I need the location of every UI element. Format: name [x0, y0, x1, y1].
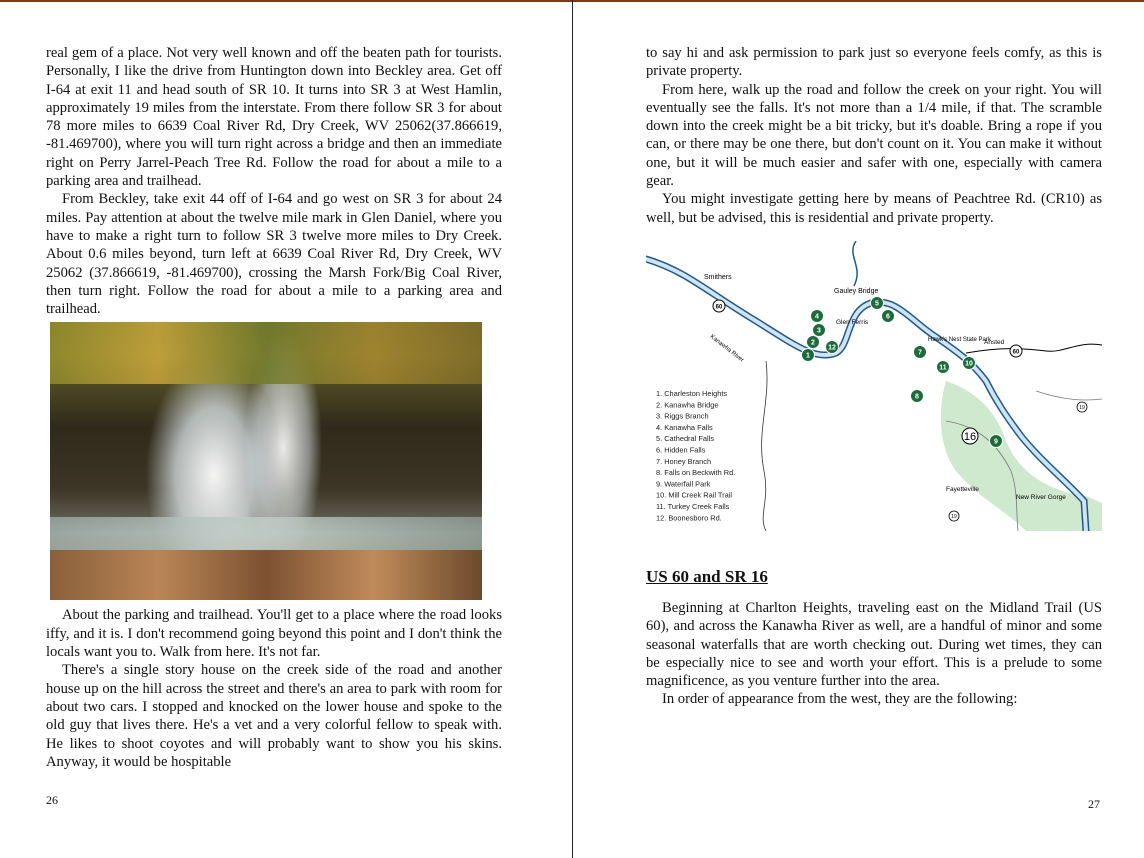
right-paragraph-4: Beginning at Charlton Heights, traveling east on the Midland Trail (US 60), and across the Kanawha River as well, are a handful of minor and some seasonal waterfalls that are worth checking out. During wet times, they can be especially nice to see and worth your effort. This is a prelude to some magnificence, as you venture further into the area.: [646, 599, 1102, 690]
svg-text:4: 4: [815, 313, 819, 321]
waterfall-map: [646, 241, 1102, 531]
svg-text:3: 3: [817, 327, 821, 335]
route-shield: [1077, 402, 1087, 412]
section-heading: US 60 and SR 16: [646, 566, 768, 586]
map-marker: [911, 389, 924, 402]
legend-item: 8. Falls on Beckwith Rd.: [656, 468, 736, 478]
left-page: [46, 44, 502, 771]
svg-text:12: 12: [828, 344, 836, 352]
svg-text:19: 19: [951, 513, 957, 520]
svg-text:16: 16: [963, 430, 977, 443]
svg-text:2: 2: [811, 339, 815, 347]
legend-item: 10. Mill Creek Rail Trail: [656, 490, 732, 500]
map-marker: [990, 434, 1003, 447]
svg-text:19: 19: [1079, 404, 1085, 411]
map-marker: [882, 309, 895, 322]
map-marker: [811, 309, 824, 322]
svg-text:6: 6: [886, 313, 890, 321]
legend-item: 11. Turkey Creek Falls: [656, 501, 730, 511]
right-page: [646, 44, 1102, 709]
place-label: Fayetteville: [946, 485, 979, 493]
svg-text:11: 11: [939, 364, 947, 372]
legend-item: 12. Boonesboro Rd.: [656, 513, 722, 523]
place-label: Ansted: [984, 338, 1005, 346]
book-spine: [572, 0, 573, 858]
map-marker: [937, 360, 950, 373]
map-marker: [963, 356, 976, 369]
right-paragraph-3: You might investigate getting here by means of Peachtree Rd. (CR10) as well, but be advised, this is residential and private property.: [646, 191, 1102, 226]
waterfall-photo: [50, 322, 482, 600]
place-label: New River Gorge: [1016, 493, 1066, 501]
photo-foliage: [50, 322, 482, 383]
place-label: Gauley Bridge: [834, 287, 879, 295]
right-paragraph-1: to say hi and ask permission to park just so everyone feels comfy, as this is private property.: [646, 45, 1102, 80]
right-paragraph-5: In order of appearance from the west, they are the following:: [662, 691, 1018, 708]
svg-text:9: 9: [994, 438, 998, 446]
page-number-left: 26: [46, 793, 58, 807]
map-marker: [813, 323, 826, 336]
route-shield: [1010, 345, 1022, 357]
route-shield: [962, 428, 978, 444]
map-marker: [802, 348, 815, 361]
place-label: Hawk's Nest State Park: [928, 336, 991, 343]
place-label: Kanawha River: [708, 333, 745, 364]
place-label: Glen Ferris: [836, 318, 869, 326]
map-marker: [871, 296, 884, 309]
legend-item: 9. Waterfall Park: [656, 479, 711, 489]
legend-item: 4. Kanawha Falls: [656, 422, 713, 432]
route-shield: [949, 511, 959, 521]
svg-text:60: 60: [1012, 349, 1020, 356]
left-paragraph-1: real gem of a place. Not very well known and off the beaten path for tourists. Personally, I like the drive from Huntington down into Beckley area. Get off I-64 at exit 11 and head south of SR 10. It turns into SR 3 at West Hamlin, approximately 19 miles from the interstate. From there follow SR 3 for about 78 more miles to 6639 Coal River Rd, Dry Creek, WV 25062(37.866619, -81.469700), where you will turn right across a bridge and then an immediate right on Perry Jarrel-Peach Tree Rd. Follow the road for about a mile to a parking area and trailhead.: [46, 45, 502, 190]
svg-text:5: 5: [875, 300, 879, 308]
svg-text:60: 60: [715, 304, 723, 311]
svg-text:10: 10: [965, 360, 973, 368]
map-marker: [914, 345, 927, 358]
legend-item: 2. Kanawha Bridge: [656, 400, 719, 410]
legend-item: 3. Riggs Branch: [656, 411, 709, 421]
svg-text:8: 8: [915, 393, 919, 401]
page-number-right: 27: [1088, 797, 1100, 811]
map-marker: [826, 340, 839, 353]
photo-rocks: [50, 550, 482, 600]
left-paragraph-4: There's a single story house on the creek side of the road and another house up on the hill across the street and there's an area to park with room for about two cars. I stopped and knocked on the lower house and spoke to the old guy that lives there. He's a vet and a very colorful fellow to speak with. He likes to shoot coyotes and will probably want to show you his skins. Anyway, it would be hospitable: [46, 662, 502, 770]
left-paragraph-2: From Beckley, take exit 44 off of I-64 and go west on SR 3 for about 24 miles. Pay attention at about the twelve mile mark in Glen Daniel, where you have to make a right turn to follow SR 3 twelve more miles to Dry Creek. About 0.6 miles beyond, turn left at 6639 Coal River Rd, Dry Creek, WV 25062 (37.866619, -81.469700), crossing the Marsh Fork/Big Coal River, then turn right. Follow the road for about a mile to a parking area and trailhead.: [46, 191, 502, 318]
photo-pool: [50, 517, 482, 550]
left-paragraph-3: About the parking and trailhead. You'll get to a place where the road looks iffy, and it is. I don't recommend going beyond this point and I don't think the locals want you to. Walk from here. It's not far.: [46, 607, 502, 661]
right-paragraph-2: From here, walk up the road and follow the creek on your right. You will eventually see the falls. It's not more than a 1/4 mile, if that. The scramble down into the creek might be a bit tricky, but it's doable. Bring a rope if you can, or there may be one there, but don't count on it. You can make it without one, but it will be much easier and safer with one, especially with camera gear.: [646, 81, 1102, 190]
svg-text:1: 1: [806, 352, 810, 360]
legend-item: 7. Honey Branch: [656, 456, 712, 466]
place-label: Smithers: [704, 273, 732, 281]
legend-item: 1. Charleston Heights: [656, 388, 728, 398]
legend-item: 5. Cathedral Falls: [656, 434, 714, 444]
svg-text:7: 7: [918, 349, 922, 357]
legend-item: 6. Hidden Falls: [656, 445, 706, 455]
map-marker: [807, 335, 820, 348]
route-shield: [713, 300, 725, 312]
